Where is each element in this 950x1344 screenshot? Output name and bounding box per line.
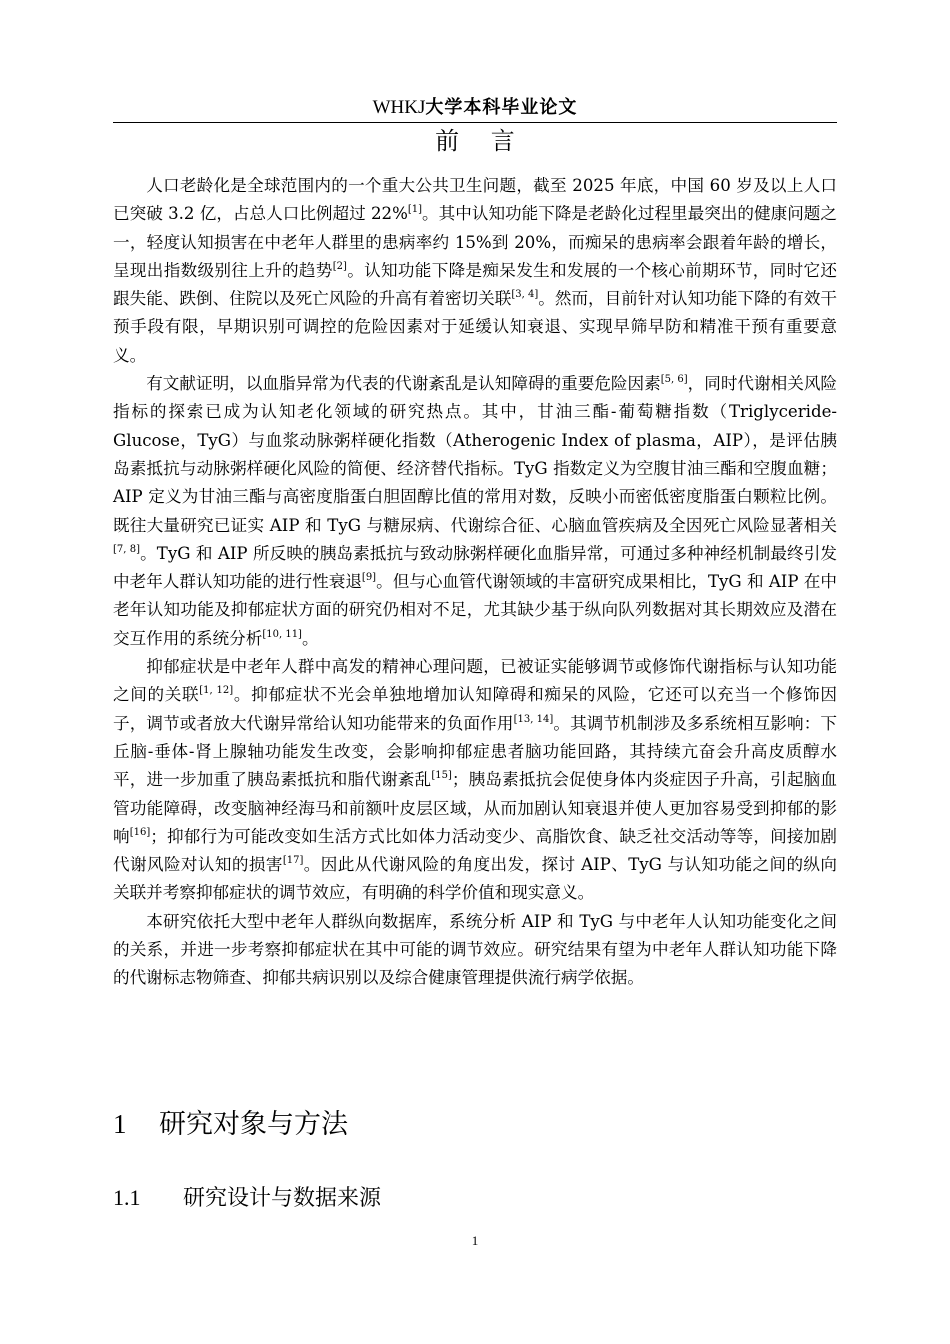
citation: [17] (282, 855, 304, 867)
heading-2-number: 1.1 (113, 1185, 141, 1210)
heading-1 (113, 1106, 348, 1143)
body-text (113, 172, 837, 993)
section-title: 前 言 (435, 127, 527, 155)
paragraph-1: 人口老龄化是全球范围内的一个重大公共卫生问题，截至 2025 年底，中国 60 岁及以上人口已突破 3.2 亿，占总人口比例超过 22%[1]。其中认知功能下降是老龄化过程里最突出的健康问题之一，轻度认知损害在中老年人群里的患病率约 15%到 20%，而痴呆的患病率会跟着年龄的增长，呈现出指数级别往上升的趋势[2]。认知功能下降是痴呆发生和发展的一个核心前期环节，同时它还跟失能、跌倒、住院以及死亡风险的升高有着密切关联[3, 4]。然而，目前针对认知功能下降的有效干预手段有限，早期识别可调控的危险因素对于延缓认知衰退、实现早筛早防和精准干预有重要意义。 (113, 176, 838, 365)
citation: [9] (361, 572, 377, 584)
citation: [13, 14] (513, 713, 554, 725)
heading-1-title: 研究对象与方法 (159, 1109, 348, 1140)
paragraph-2: 有文献证明，以血脂异常为代表的代谢紊乱是认知障碍的重要危险因素[5, 6]，同时代谢相关风险指标的探索已成为认知老化领域的研究热点。其中，甘油三酯-葡萄糖指数（Triglyceride-Glucose，TyG）与血浆动脉粥样硬化指数（Atherogenic Index of plasma，AIP），是评估胰岛素抵抗与动脉粥样硬化风险的简便、经济替代指标。TyG 指数定义为空腹甘油三酯和空腹血糖；AIP 定义为甘油三酯与高密度脂蛋白胆固醇比值的常用对数，反映小而密低密度脂蛋白颗粒比例。既往大量研究已证实 AIP 和 TyG 与糖尿病、代谢综合征、心脑血管疾病及全因死亡风险显著相关[7, 8]。TyG 和 AIP 所反映的胰岛素抵抗与致动脉粥样硬化血脂异常，可通过多种神经机制最终引发中老年人群认知功能的进行性衰退[9]。但与心血管代谢领域的丰富研究成果相比，TyG 和 AIP 在中老年认知功能及抑郁症状方面的研究仍相对不足，尤其缺少基于纵向队列数据对其长期效应及潜在交互作用的系统分析[10, 11]。 (113, 374, 838, 648)
running-header (113, 96, 837, 119)
header-prefix: WHKJ (372, 97, 426, 118)
citation: [1, 12] (199, 685, 234, 697)
header-title: 大学本科毕业论文 (425, 97, 578, 118)
heading-2 (113, 1183, 381, 1214)
paragraph-3: 抑郁症状是中老年人群中高发的精神心理问题，已被证实能够调节或修饰代谢指标与认知功能之间的关联[1, 12]。抑郁症状不光会单独地增加认知障碍和痴呆的风险，它还可以充当一个修饰因子，调节或者放大代谢异常给认知功能带来的负面作用[13, 14]。其调节机制涉及多系统相互影响：下丘脑-垂体-肾上腺轴功能发生改变，会影响抑郁症患者脑功能回路，其持续亢奋会升高皮质醇水平，进一步加重了胰岛素抵抗和脂代谢紊乱[15]；胰岛素抵抗会促使身体内炎症因子升高，引起脑血管功能障碍，改变脑神经海马和前额叶皮层区域，从而加剧认知衰退并使人更加容易受到抑郁的影响[16]；抑郁行为可能改变如生活方式比如体力活动变少、高脂饮食、缺乏社交活动等等，间接加剧代谢风险对认知的损害[17]。因此从代谢风险的角度出发，探讨 AIP、TyG 与认知功能之间的纵向关联并考察抑郁症状的调节效应，有明确的科学价值和现实意义。 (113, 657, 838, 903)
citation: [15] (431, 770, 452, 782)
citation: [10, 11] (262, 628, 302, 640)
citation: [16] (129, 826, 151, 838)
header-rule (113, 122, 837, 123)
paragraph-4: 本研究依托大型中老年人群纵向数据库，系统分析 AIP 和 TyG 与中老年人认知功能变化之间的关系，并进一步考察抑郁症状在其中可能的调节效应。研究结果有望为中老年人群认知功能下降的代谢标志物筛查、抑郁共病识别以及综合健康管理提供流行病学依据。 (113, 911, 837, 988)
citation: [3, 4] (511, 289, 539, 301)
page-number: 1 (471, 1233, 479, 1248)
citation: [1] (407, 204, 423, 216)
heading-1-number: 1 (113, 1109, 127, 1139)
citation: [2] (332, 260, 347, 272)
citation: [7, 8] (113, 543, 140, 555)
citation: [5, 6] (660, 374, 688, 386)
heading-2-title: 研究设计与数据来源 (183, 1186, 382, 1211)
